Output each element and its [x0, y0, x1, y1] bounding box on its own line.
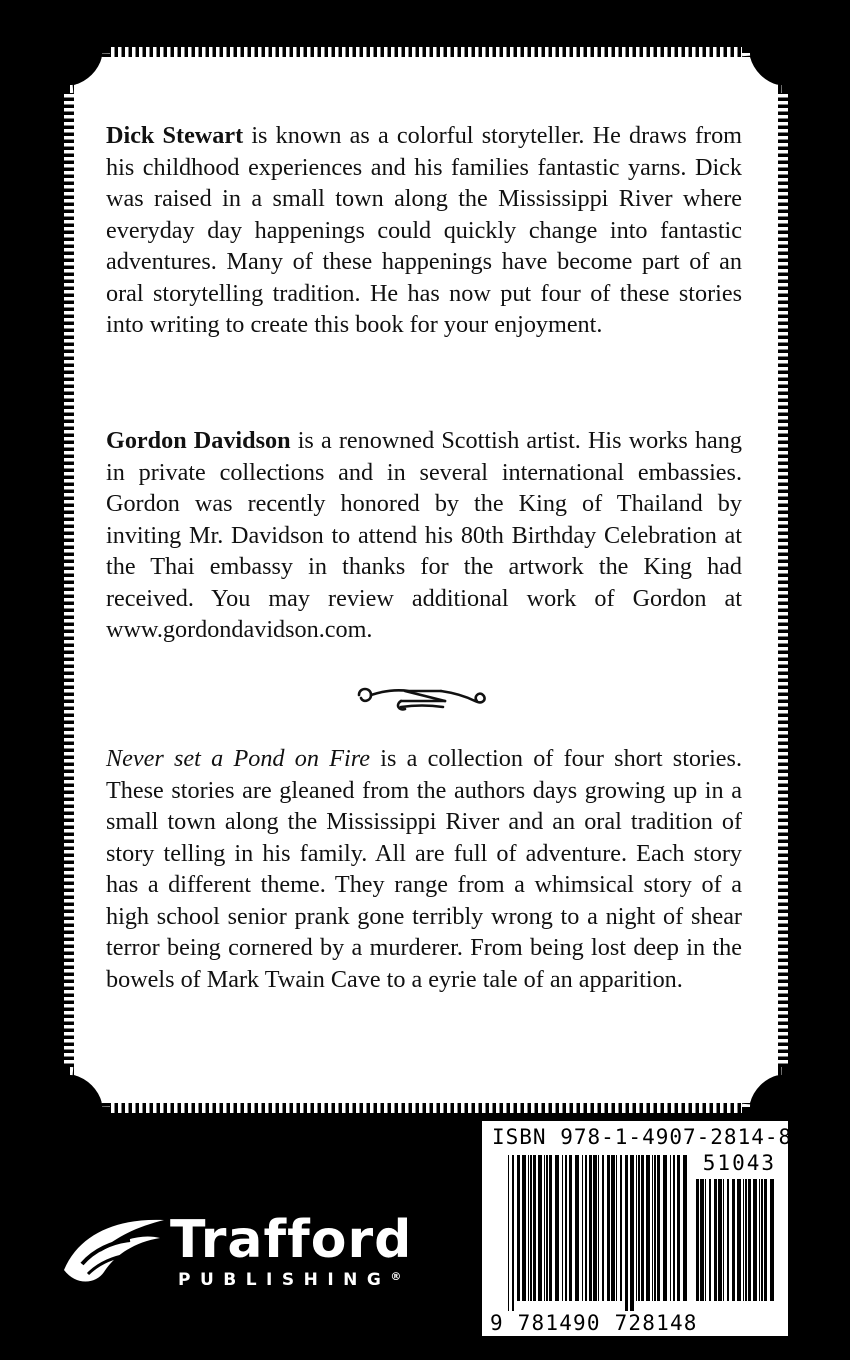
price-code: 51043 — [702, 1151, 776, 1175]
artist-name: Gordon Davidson — [106, 427, 291, 454]
book-blurb-text: is a collection of four short stories. These stories are gleaned from the authors days growing up in a small town along the Mississippi River and an oral tradition of story telling in his family. All are full of adventure. Each story has a different theme. They range from a whimsical story of a high school senior prank gone terribly wrong to a night of shear terror being cornered by a murderer. From being lost deep in the bowels of Mark Twain Cave to a eyrie tale of an apparition. — [106, 745, 742, 993]
registered-mark: ® — [390, 1270, 402, 1283]
barcode-bars — [508, 1155, 690, 1311]
artist-bio-text: is a renowned Scottish artist. His works hang in private collections and in several international embassies. Gordon was recently honored by the King of Thailand by inviting Mr. Davidson to attend his 80th Birthday Celebration at the Thai embassy in thanks for the artwork the King had received. You may review additional work of Gordon at www.gordondavidson.com. — [106, 427, 742, 643]
trafford-swoosh-icon — [60, 1212, 170, 1290]
book-blurb — [106, 743, 742, 995]
isbn-label: ISBN 978-1-4907-2814-8 — [492, 1125, 793, 1149]
author-bio — [106, 120, 742, 341]
barcode-digits: 9 781490 728148 — [490, 1311, 698, 1335]
publisher-name: Trafford — [170, 1210, 413, 1270]
publisher-subtitle — [178, 1270, 401, 1290]
flourish-divider-icon — [355, 681, 491, 715]
artist-bio — [106, 425, 742, 646]
addon-barcode-bars — [696, 1179, 776, 1311]
publisher-subtitle-text: PUBLISHING — [178, 1270, 391, 1290]
publisher-logo — [60, 1210, 460, 1300]
isbn-barcode — [482, 1121, 793, 1336]
author-bio-text: is known as a colorful storyteller. He draws from his childhood experiences and his families fantastic yarns. Dick was raised in a small town along the Mississippi River where everyday day happenings could quickly change into fantastic adventures. Many of these happenings have become part of an oral storytelling tradition. He has now put four of these stories into writing to create this book for your enjoyment. — [106, 122, 742, 338]
book-title: Never set a Pond on Fire — [106, 745, 370, 772]
author-name: Dick Stewart — [106, 122, 244, 149]
